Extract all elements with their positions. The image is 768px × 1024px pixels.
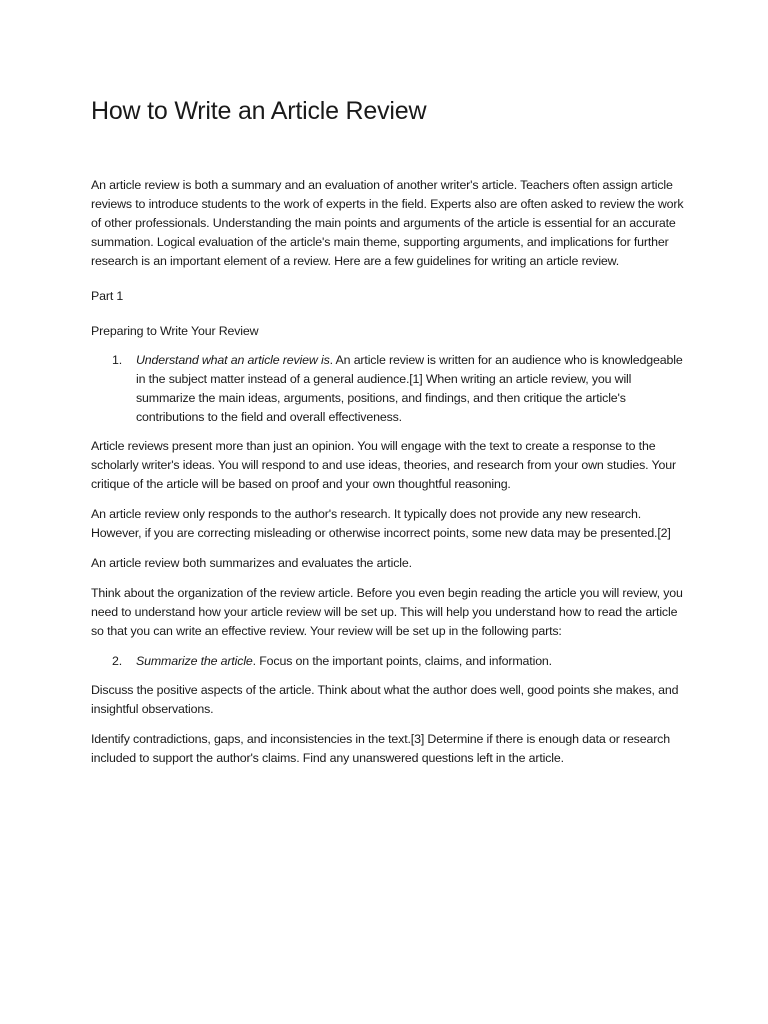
- body-paragraph: Discuss the positive aspects of the article. Think about what the author does well, good points she makes, and insightful observations.: [91, 683, 679, 716]
- step-lead: Understand what an article review is: [136, 353, 330, 367]
- body-paragraph: Think about the organization of the review article. Before you even begin reading the article you will review, you need to understand how your article review will be set up. This will help you understand how to read the article so that you can write an effective review. Your review will be set up in the following parts:: [91, 586, 683, 638]
- body-paragraph: Article reviews present more than just an opinion. You will engage with the text to create a response to the scholarly writer's ideas. You will respond to and use ideas, theories, and research from your own studies. Your critique of the article will be based on proof and your own thoughtful reasoning.: [91, 439, 676, 491]
- step-lead: Summarize the article: [136, 654, 253, 668]
- body-paragraph: Identify contradictions, gaps, and inconsistencies in the text.[3] Determine if there is enough data or research included to support the author's claims. Find any unanswered questions left in the article.: [91, 732, 670, 765]
- step-text: . Focus on the important points, claims, and information.: [252, 654, 552, 668]
- part-label: Part 1: [91, 289, 124, 303]
- list-number: 2.: [112, 654, 123, 668]
- list-item-body: [136, 652, 692, 671]
- document-title: How to Write an Article Review: [91, 97, 427, 125]
- intro-paragraph: An article review is both a summary and an evaluation of another writer's article. Teachers often assign article reviews to introduce students to the work of experts in the field. Experts also are often asked to review the work of other professionals. Understanding the main points and arguments of the article is essential for an accurate summation. Logical evaluation of the article's main theme, supporting arguments, and implications for further research is an important element of a review. Here are a few guidelines for writing an article review.: [91, 178, 684, 268]
- list-item-step-2: [91, 652, 692, 671]
- body-paragraph: An article review both summarizes and evaluates the article.: [91, 556, 412, 570]
- list-item-body: [136, 351, 692, 427]
- list-number: 1.: [112, 353, 123, 367]
- body-paragraph: An article review only responds to the author's research. It typically does not provide any new research. However, if you are correcting misleading or otherwise incorrect points, some new data may be presented.[2]: [91, 507, 671, 540]
- list-item-step-1: [91, 351, 692, 427]
- step-text: . An article review is written for an audience who is knowledgeable in the subject matter instead of a general audience.[1] When writing an article review, you will summarize the main ideas, arguments, positions, and findings, and then critique the article's contributions to the field and overall effectiveness.: [136, 353, 683, 424]
- section-heading: Preparing to Write Your Review: [91, 324, 259, 338]
